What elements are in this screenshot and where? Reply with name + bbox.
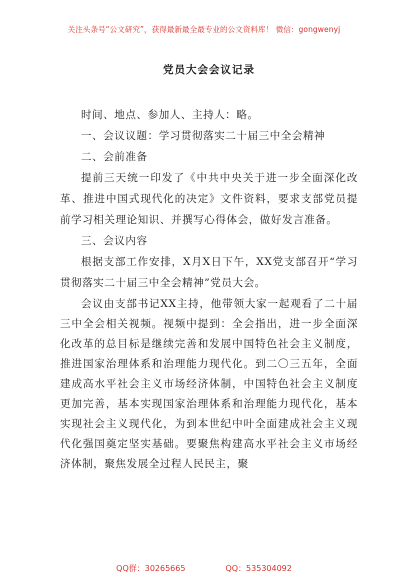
paragraph-prep: 提前三天统一印发了《中共中央关于进一步全面深化改革、推进中国式现代化的决定》文件资料，要求支部党员提前学习相关理论知识、并撰写心得体会，做好发言准备。 — [60, 172, 358, 226]
paragraph-prep-heading: 二、会前准备 — [81, 151, 148, 163]
document-title: 党员大会会议记录 — [163, 64, 255, 76]
top-banner: 关注头条号“公文研究”，获得最新最全最专业的公文资料库！ 微信：gongwenyj — [67, 25, 341, 34]
paragraph-schedule: 根据支部工作安排，X月X日下午，XX党支部召开“学习贯彻落实二十届三中全会精神”党员大会。 — [60, 256, 358, 289]
footer-qq: QQ：535304092 — [225, 564, 292, 573]
paragraph-meeting-body: 会议由支部书记XX主持，他带领大家一起观看了二十届三中全会相关视频。视频中提到：全会指出，进一步全面深化改革的总目标是继续完善和发展中国特色社会主义制度，推进国家治理体系和治理能力现代化。到二〇三五年，全面建成高水平社会主义市场经济体制，中国特色社会主义制度更加完善，基本实现国家治理体系和治理能力现代化，基本实现社会主义现代化，为到本世纪中叶全面建成社会主义现代化强国奠定坚实基础。要聚焦构建高水平社会主义市场经济体制，聚焦发展全过程人民民主，聚 — [60, 298, 358, 470]
paragraph-content-heading: 三、会议内容 — [81, 235, 148, 247]
paragraph-agenda: 一、会议议题：学习贯彻落实二十届三中全会精神 — [81, 130, 326, 142]
footer-qq-group: QQ群：30265665 — [116, 564, 186, 573]
paragraph-meta: 时间、地点、参加人、主持人：略。 — [81, 109, 259, 121]
document-body — [60, 62, 358, 474]
footer-contacts — [0, 563, 408, 574]
